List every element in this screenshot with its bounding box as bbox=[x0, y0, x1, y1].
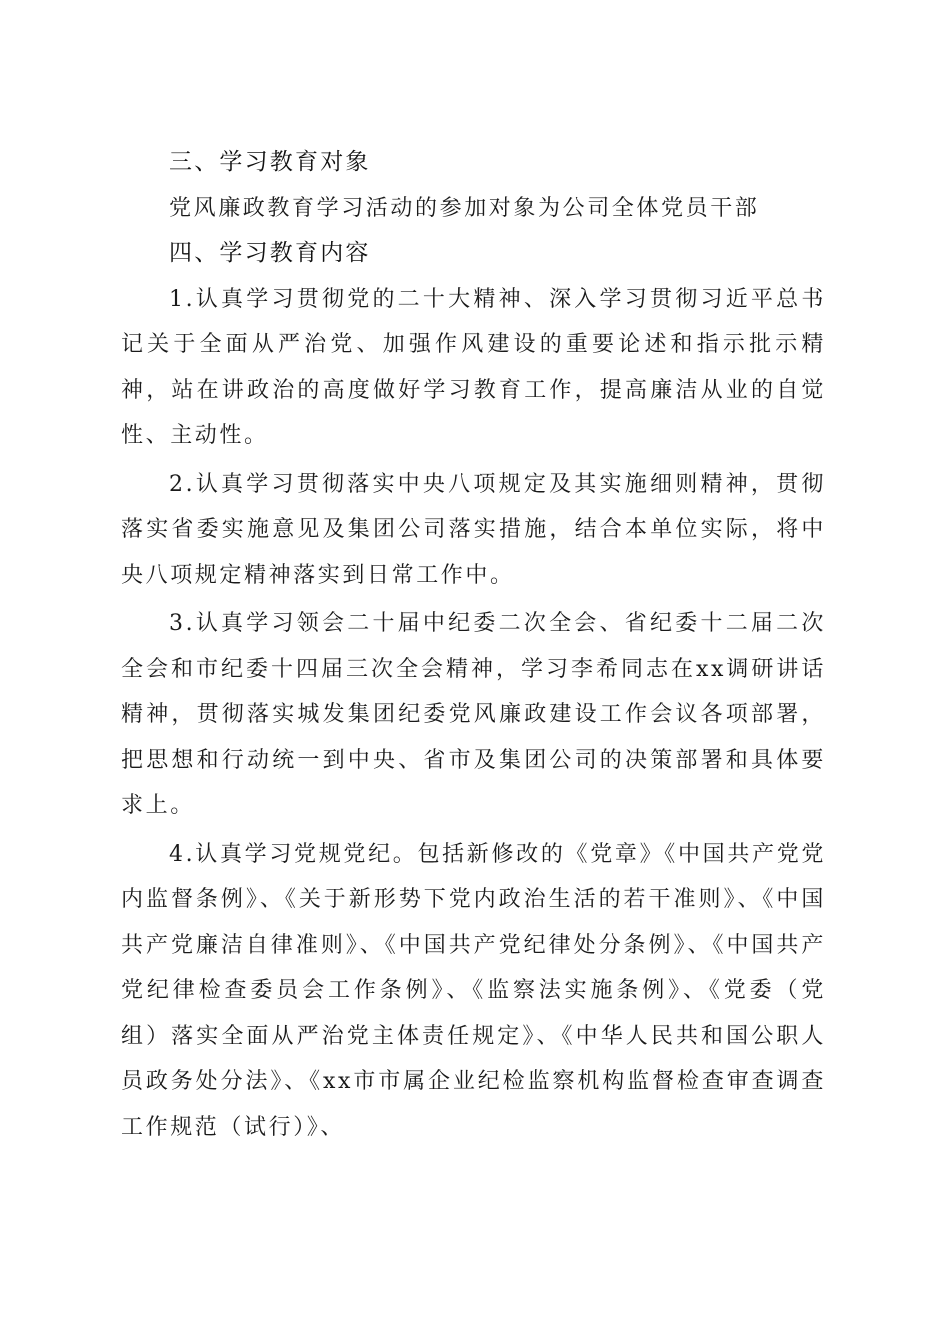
paragraph-item-2: 2.认真学习贯彻落实中央八项规定及其实施细则精神，贯彻落实省委实施意见及集团公司落实措施，结合本单位实际，将中央八项规定精神落实到日常工作中。 bbox=[121, 471, 826, 588]
paragraph-item-3: 3.认真学习领会二十届中纪委二次全会、省纪委十二届二次全会和市纪委十四届三次全会精神，学习李希同志在xx调研讲话精神，贯彻落实城发集团纪委党风廉政建设工作会议各项部署，把思想和行动统一到中央、省市及集团公司的决策部署和具体要求上。 bbox=[121, 611, 826, 818]
paragraph-item-1: 1.认真学习贯彻党的二十大精神、深入学习贯彻习近平总书记关于全面从严治党、加强作风建设的重要论述和指示批示精神，站在讲政治的高度做好学习教育工作，提高廉洁从业的自觉性、主动性。 bbox=[121, 286, 826, 448]
section-heading-study-content: 四、学习教育内容 bbox=[169, 240, 371, 266]
paragraph-study-targets: 党风廉政教育学习活动的参加对象为公司全体党员干部 bbox=[169, 195, 760, 221]
section-heading-study-targets: 三、学习教育对象 bbox=[169, 149, 371, 175]
paragraph-item-4: 4.认真学习党规党纪。包括新修改的《党章》《中国共产党党内监督条例》、《关于新形势下党内政治生活的若干准则》、《中国共产党廉洁自律准则》、《中国共产党纪律处分条例》、《中国共产党纪律检查委员会工作条例》、《监察法实施条例》、《党委（党组）落实全面从严治党主体责任规定》、《中华人民共和国公职人员政务处分法》、《xx市市属企业纪检监察机构监督检查审查调查工作规范（试行）》、 bbox=[121, 841, 826, 1140]
document-body bbox=[121, 140, 826, 1150]
